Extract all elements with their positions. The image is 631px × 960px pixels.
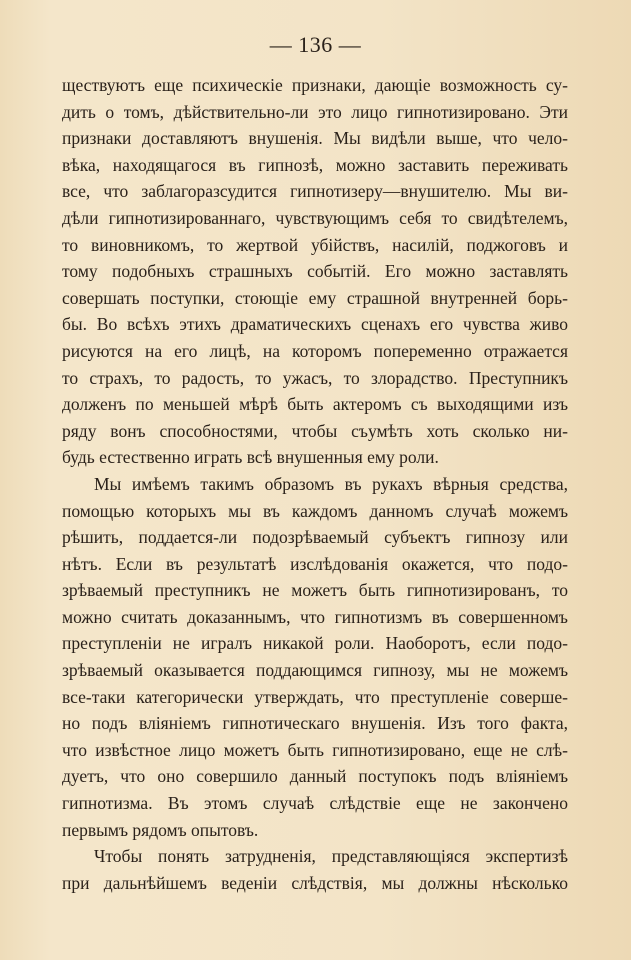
text-line: рисуются на его лицѣ, на которомъ попеременно отражается xyxy=(62,340,568,361)
text-line: при дальнѣйшемъ веденіи слѣдствія, мы должны нѣсколько xyxy=(62,872,568,893)
text-line: ряду вонъ способностями, чтобы съумѣть хоть сколько ни- xyxy=(62,420,568,441)
text-line: помощью которыхъ мы въ каждомъ данномъ случаѣ можемъ xyxy=(62,500,568,521)
text-line: нѣтъ. Если въ результатѣ изслѣдованія окажется, что подо- xyxy=(62,553,568,574)
text-line: все, что заблагоразсудится гипнотизеру—внушителю. Мы ви- xyxy=(62,181,568,202)
text-line: то страхъ, то радость, то ужасъ, то злорадство. Преступникъ xyxy=(62,367,568,388)
text-line: что извѣстное лицо можетъ быть гипнотизировано, еще не слѣ- xyxy=(62,739,568,760)
text-line: Чтобы понять затрудненія, представляющіяся экспертизѣ xyxy=(94,846,568,867)
text-line: первымъ рядомъ опытовъ. xyxy=(62,819,259,840)
text-line: совершать поступки, стоющіе ему страшной внутренней борь- xyxy=(62,287,568,308)
paragraph xyxy=(62,843,568,896)
paragraph xyxy=(62,72,568,471)
text-line: можно считать доказаннымъ, что гипнотизмъ въ совершенномъ xyxy=(62,606,568,627)
text-line: зрѣваемый оказывается поддающимся гипнозу, мы не можемъ xyxy=(62,660,568,681)
text-line: дуетъ, что оно совершило данный поступокъ подъ вліяніемъ xyxy=(62,766,568,787)
text-line: но подъ вліяніемъ гипнотическаго внушенія. Изъ того факта, xyxy=(62,713,568,734)
text-line: дить о томъ, дѣйствительно-ли это лицо гипнотизировано. Эти xyxy=(62,101,568,122)
paragraph xyxy=(62,471,568,843)
text-line: долженъ по меньшей мѣрѣ быть актеромъ съ выходящими изъ xyxy=(62,394,568,415)
text-line: вѣка, находящагося въ гипнозѣ, можно заставить переживать xyxy=(62,154,568,175)
text-line: зрѣваемый преступникъ не можетъ быть гипнотизированъ, то xyxy=(62,580,568,601)
text-line: тому подобныхъ страшныхъ событій. Его можно заставлять xyxy=(62,261,568,282)
text-line: ществуютъ еще психическіе признаки, дающіе возможность су- xyxy=(62,75,568,95)
text-line: то виновникомъ, то жертвой убійствъ, насилій, поджоговъ и xyxy=(62,234,568,255)
body-text xyxy=(62,72,568,896)
text-line: все-таки категорически утверждать, что преступленіе соверше- xyxy=(62,686,568,707)
text-line: будь естественно играть всѣ внушенныя ему роли. xyxy=(62,447,439,468)
text-line: Мы имѣемъ такимъ образомъ въ рукахъ вѣрныя средства, xyxy=(94,473,568,494)
text-line: бы. Во всѣхъ этихъ драматическихъ сценахъ его чувства живо xyxy=(62,314,568,335)
text-line: гипнотизма. Въ этомъ случаѣ слѣдствіе еще не закончено xyxy=(62,793,568,814)
page-number: — 136 — xyxy=(269,32,362,57)
text-line: признаки доставляютъ внушенія. Мы видѣли выше, что чело- xyxy=(62,128,568,149)
text-line: дѣли гипнотизированнаго, чувствующимъ себя то свидѣтелемъ, xyxy=(62,207,568,228)
text-line: рѣшить, поддается-ли подозрѣваемый субъектъ гипнозу или xyxy=(62,527,568,548)
text-line: преступленіи не игралъ никакой роли. Наоборотъ, если подо- xyxy=(62,633,568,654)
